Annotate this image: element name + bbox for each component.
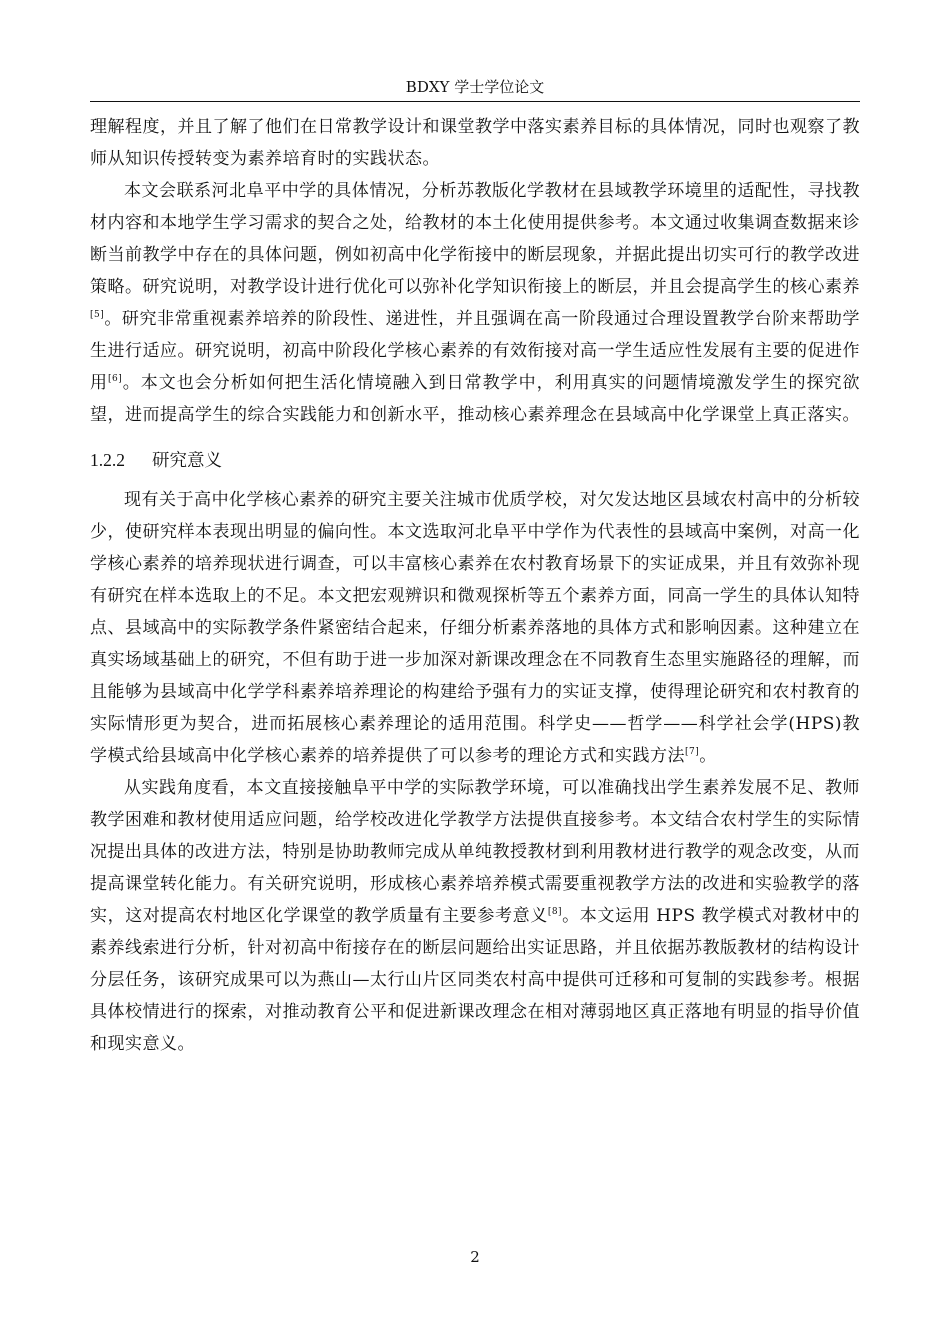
paragraph [90, 111, 860, 175]
paragraph-text: 从实践角度看，本文直接接触阜平中学的实际教学环境，可以准确找出学生素养发展不足、教师教学困难和教材使用适应问题，给学校改进化学教学方法提供直接参考。本文结合农村学生的实际情况提出具体的改进方法，特别是协助教师完成从单纯教授教材到利用教材进行教学的观念改变，从而提高课堂转化能力。有关研究说明，形成核心素养培养模式需要重视教学方法的改进和实验教学的落实，这对提高农村地区化学课堂的教学质量有主要参考意义 [90, 778, 860, 926]
paragraph-group-top [90, 111, 860, 431]
citation-marker: [6] [108, 374, 123, 384]
paragraph [90, 772, 860, 1060]
paragraph-text: 。本文运用 HPS 教学模式对教材中的素养线索进行分析，针对初高中衔接存在的断层问题给出实证思路，并且依据苏教版教材的结构设计分层任务，该研究成果可以为燕山—太行山片区同类农村高中提供可迁移和可复制的实践参考。根据具体校情进行的探索，对推动教育公平和促进新课改理念在相对薄弱地区真正落地有明显的指导价值和现实意义。 [90, 906, 861, 1054]
paragraph-text: 。研究非常重视素养培养的阶段性、递进性，并且强调在高一阶段通过合理设置教学台阶来帮助学生进行适应。研究说明，初高中阶段化学核心素养的有效衔接对高一学生适应性发展有主要的促进作用 [90, 309, 860, 393]
paragraph [90, 175, 860, 431]
citation-marker: [8] [547, 907, 563, 917]
page-number: 2 [470, 1248, 480, 1266]
paragraph-group-bottom [90, 484, 860, 1060]
paragraph-text: 现有关于高中化学核心素养的研究主要关注城市优质学校，对欠发达地区县域农村高中的分析较少，使研究样本表现出明显的偏向性。本文选取河北阜平中学作为代表性的县域高中案例，对高一化学核心素养的培养现状进行调查，可以丰富核心素养在农村教育场景下的实证成果，并且有效弥补现有研究在样本选取上的不足。本文把宏观辨识和微观探析等五个素养方面，同高一学生的具体认知特点、县域高中的实际教学条件紧密结合起来，仔细分析素养落地的具体方式和影响因素。这种建立在真实场域基础上的研究，不但有助于进一步加深对新课改理念在不同教育生态里实施路径的理解，而且能够为县域高中化学学科素养培养理论的构建给予强有力的实证支撑，使得理论研究和农村教育的实际情形更为契合，进而拓展核心素养理论的适用范围。科学史——哲学——科学社会学(HPS)教学模式给县域高中化学核心素养的培养提供了可以参考的理论方式和实践方法 [90, 490, 860, 766]
citation-marker: [7] [685, 747, 700, 757]
paragraph-text: 。本文也会分析如何把生活化情境融入到日常教学中，利用真实的问题情境激发学生的探究欲望，进而提高学生的综合实践能力和创新水平，推动核心素养理念在县域高中化学课堂上真正落实。 [90, 373, 861, 425]
citation-marker: [5] [90, 310, 105, 320]
paragraph [90, 484, 860, 772]
header-rule [90, 101, 860, 102]
section-heading [90, 443, 860, 478]
paragraph-text: 。 [699, 746, 717, 766]
paragraph-text: 本文会联系河北阜平中学的具体情况，分析苏教版化学教材在县域教学环境里的适配性，寻找教材内容和本地学生学习需求的契合之处，给教材的本土化使用提供参考。本文通过收集调查数据来诊断当前教学中存在的具体问题，例如初高中化学衔接中的断层现象，并据此提出切实可行的教学改进策略。研究说明，对教学设计进行优化可以弥补化学知识衔接上的断层，并且会提高学生的核心素养 [90, 181, 860, 297]
running-header: BDXY 学士学位论文 [405, 78, 545, 96]
section-title: 研究意义 [152, 451, 222, 471]
section-number: 1.2.2 [90, 450, 125, 470]
body-text [90, 111, 860, 1060]
paragraph-text: 理解程度，并且了解了他们在日常教学设计和课堂教学中落实素养目标的具体情况，同时也观察了教师从知识传授转变为素养培育时的实践状态。 [90, 117, 860, 169]
